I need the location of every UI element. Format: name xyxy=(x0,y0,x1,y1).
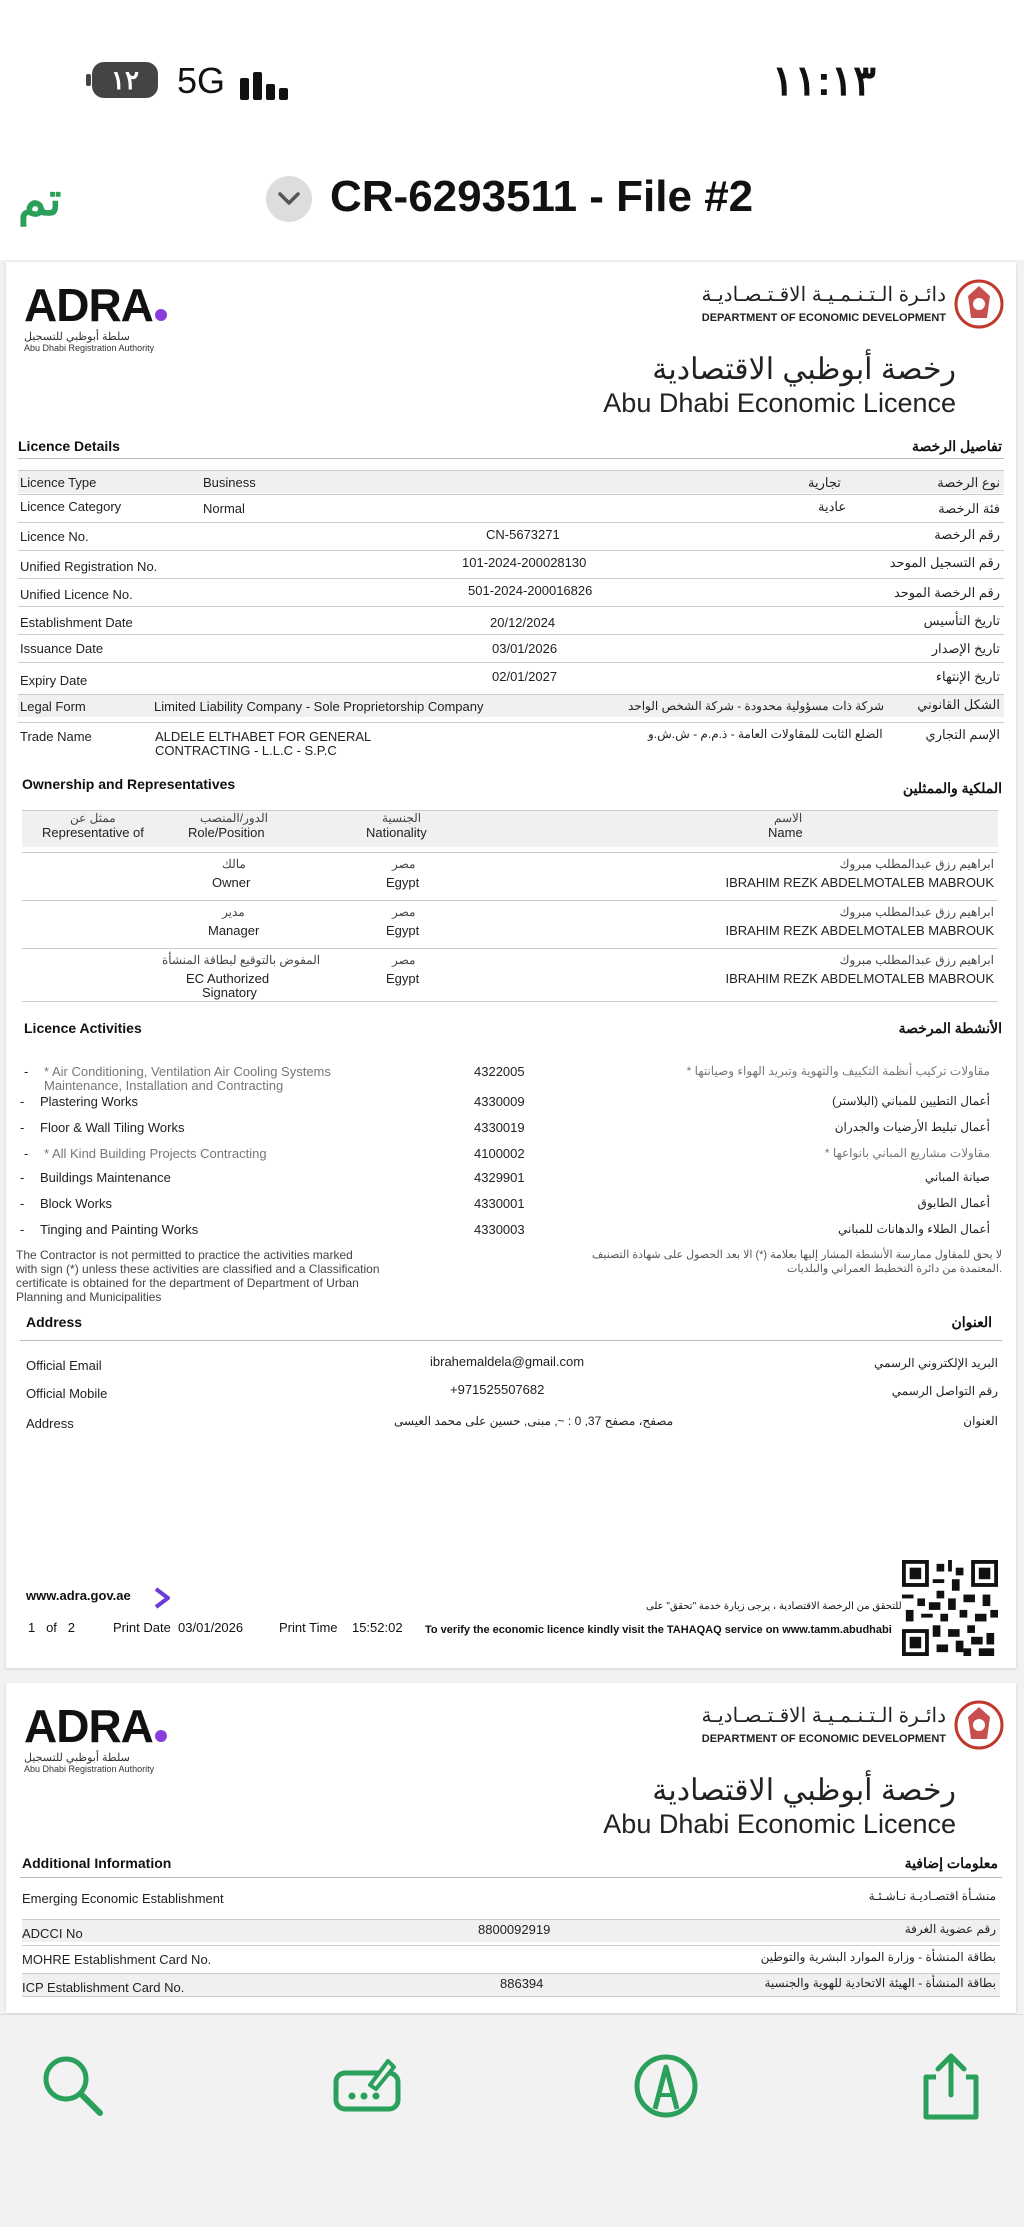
detail-row-expiry-date: Expiry Date 02/01/2027 تاريخ الإنتهاء xyxy=(18,662,1004,689)
emblem-icon xyxy=(954,1695,1004,1755)
ded-logo: دائـرة الـتـنـمـيـة الاقـتـصـاديـة DEPARTMENT OF ECONOMIC DEVELOPMENT xyxy=(684,274,1004,338)
address-row-email: Official Email ibrahemaldela@gmail.com البريد الإلكتروني الرسمي xyxy=(26,1354,998,1373)
battery-indicator: ١٢ xyxy=(92,62,158,98)
verify-text-en: To verify the economic licence kindly visit the TAHAQAQ service on www.tamm.abudhabi xyxy=(425,1624,892,1636)
chevron-down-icon[interactable] xyxy=(266,176,312,222)
licence-title-en: Abu Dhabi Economic Licence xyxy=(603,1809,956,1839)
page-indicator: 1 of 2 xyxy=(28,1620,75,1635)
activity-row: - Plastering Works 4330009 أعمال التطيين للمباني (البلاستر) xyxy=(20,1094,990,1109)
manager-row: مدير Manager مصر Egypt ابراهيم رزق عبدالمطلب مبروك IBRAHIM REZK ABDELMOTALEB MABROUK xyxy=(22,900,998,945)
activities-heading: Licence Activities الأنشطة المرخصة xyxy=(24,1020,1002,1036)
verify-text-ar: للتحقق من الرخصة الاقتصادية ، يرجى زيارة خدمة "تحقق" على xyxy=(646,1601,902,1612)
licence-title-en: Abu Dhabi Economic Licence xyxy=(603,388,956,418)
adra-logo: ADRA سلطة أبوظبي للتسجيل Abu Dhabi Registration Authority xyxy=(24,1699,167,1774)
ownership-table-header: ممثل عن Representative of الدور/المنصب Role/Position الجنسية Nationality الاسم Name xyxy=(22,810,998,847)
address-row-address: Address مصفح، مصفح 37, 0 : ~, مبنى, حسين على محمد العيسى العنوان xyxy=(26,1414,998,1431)
activity-row: - Block Works 4330001 أعمال الطابوق xyxy=(20,1196,990,1211)
bottom-toolbar xyxy=(0,2014,1024,2227)
activity-row: - Floor & Wall Tiling Works 4330019 أعمال تبليط الأرضيات والجدران xyxy=(20,1120,990,1135)
detail-row-trade-name: Trade Name ALDELE ELTHABET FOR GENERAL CONTRACTING - L.L.C - S.P.C الضلع الثابت للمقاولات العامة - ذ.م.م - ش.ش.و الإسم التجاري xyxy=(18,722,1004,763)
detail-row-establishment-date: Establishment Date 20/12/2024 تاريخ التأسيس xyxy=(18,606,1004,633)
activity-row: - * Air Conditioning, Ventilation Air Cooling Systems Maintenance, Installation and Contracting 4322005 * مقاولات تركيب أنظمة التكييف والتهوية وتبريد الهواء وصيانتها xyxy=(24,1064,990,1093)
adra-website-link[interactable]: www.adra.gov.ae xyxy=(26,1588,131,1603)
document-title[interactable]: CR-6293511 - File #2 xyxy=(330,172,754,221)
licence-details-heading: Licence Details تفاصيل الرخصة xyxy=(18,438,1002,454)
additional-row-icp: ICP Establishment Card No. 886394 بطاقة المنشأة - الهيئة الاتحادية للهوية والجنسية xyxy=(22,1973,1000,1997)
qr-code[interactable] xyxy=(902,1560,998,1656)
address-heading: Address العنوان xyxy=(26,1314,992,1330)
clock: ١١:١٣ xyxy=(771,57,876,104)
pen-icon[interactable] xyxy=(631,2051,701,2121)
emblem-icon xyxy=(954,274,1004,334)
ded-logo: دائـرة الـتـنـمـيـة الاقـتـصـاديـة DEPARTMENT OF ECONOMIC DEVELOPMENT xyxy=(684,1695,1004,1759)
activity-row: - * All Kind Building Projects Contracting 4100002 * مقاولات مشاريع المباني بانواعها xyxy=(24,1146,990,1161)
licence-title-ar: رخصة أبوظبي الاقتصادية xyxy=(652,353,956,386)
markup-icon[interactable] xyxy=(332,2051,402,2121)
additional-row-mohre: MOHRE Establishment Card No. بطاقة المنشأة - وزارة الموارد البشرية والتوطين xyxy=(22,1945,1000,1970)
network-type: 5G xyxy=(177,60,226,101)
additional-info-heading: Additional Information معلومات إضافية xyxy=(22,1855,998,1871)
adra-logo: ADRA سلطة أبوظبي للتسجيل Abu Dhabi Registration Authority xyxy=(24,278,167,353)
done-button[interactable]: تم xyxy=(18,173,62,225)
address-row-mobile: Official Mobile +971525507682 رقم التواصل الرسمي xyxy=(26,1382,998,1401)
status-bar xyxy=(0,0,1024,160)
document-page-2 xyxy=(6,1683,1016,2013)
signatory-row: المفوض بالتوقيع لبطاقة المنشأة EC Authorized Signatory مصر Egypt ابراهيم رزق عبدالمطلب مبروك IBRAHIM REZK ABDELMOTALEB MABROUK xyxy=(22,948,998,1002)
detail-row-licence-category: Licence Category Normal عادية فئة الرخصة xyxy=(18,494,1004,517)
ownership-heading: Ownership and Representatives الملكية والممثلين xyxy=(22,776,1002,796)
licence-title-ar: رخصة أبوظبي الاقتصادية xyxy=(652,1774,956,1807)
additional-row: Emerging Economic Establishment منشـأة اقتصـاديـة نـاشـئـة xyxy=(22,1889,996,1906)
detail-row-unified-registration: Unified Registration No. 101-2024-200028130 رقم التسجيل الموحد xyxy=(18,550,1004,577)
detail-row-licence-type: Licence Type Business تجارية نوع الرخصة xyxy=(18,470,1004,493)
detail-row-licence-no: Licence No. CN-5673271 رقم الرخصة xyxy=(18,522,1004,549)
document-page-1 xyxy=(6,262,1016,1668)
activities-note-ar: لا يحق للمقاول ممارسة الأنشطة المشار إليها بعلامة (*) الا بعد الحصول على شهادة التصنيف المعتمدة من دائرة التخطيط العمراني والبلديات. xyxy=(591,1249,1002,1275)
owner-row: مالك Owner مصر Egypt ابراهيم رزق عبدالمطلب مبروك IBRAHIM REZK ABDELMOTALEB MABROUK xyxy=(22,852,998,897)
activities-note: The Contractor is not permitted to practice the activities marked with sign (*) unless these activities are classified and a Classification certificate is obtained for the department of Department of Urban Planning and Municipalities xyxy=(16,1248,380,1304)
print-time: Print Time 15:52:02 xyxy=(279,1620,403,1635)
search-icon[interactable] xyxy=(38,2051,108,2121)
print-date: Print Date 03/01/2026 xyxy=(113,1620,244,1635)
activity-row: - Buildings Maintenance 4329901 صيانة المباني xyxy=(20,1170,990,1185)
signal-icon xyxy=(240,64,290,100)
detail-row-unified-licence: Unified Licence No. 501-2024-200016826 رقم الرخصة الموحد xyxy=(18,578,1004,605)
detail-row-issuance-date: Issuance Date 03/01/2026 تاريخ الإصدار xyxy=(18,634,1004,661)
additional-row-adcci: ADCCI No 8800092919 رقم عضوية الغرفة xyxy=(22,1919,1000,1942)
activity-row: - Tinging and Painting Works 4330003 أعمال الطلاء والدهانات للمباني xyxy=(20,1222,990,1237)
share-icon[interactable] xyxy=(916,2051,986,2121)
arrow-right-icon xyxy=(152,1586,172,1610)
detail-row-legal-form: Legal Form Limited Liability Company - Sole Proprietorship Company شركة ذات مسؤولية محدودة - شركة الشخص الواحد الشكل القانوني xyxy=(18,694,1004,717)
